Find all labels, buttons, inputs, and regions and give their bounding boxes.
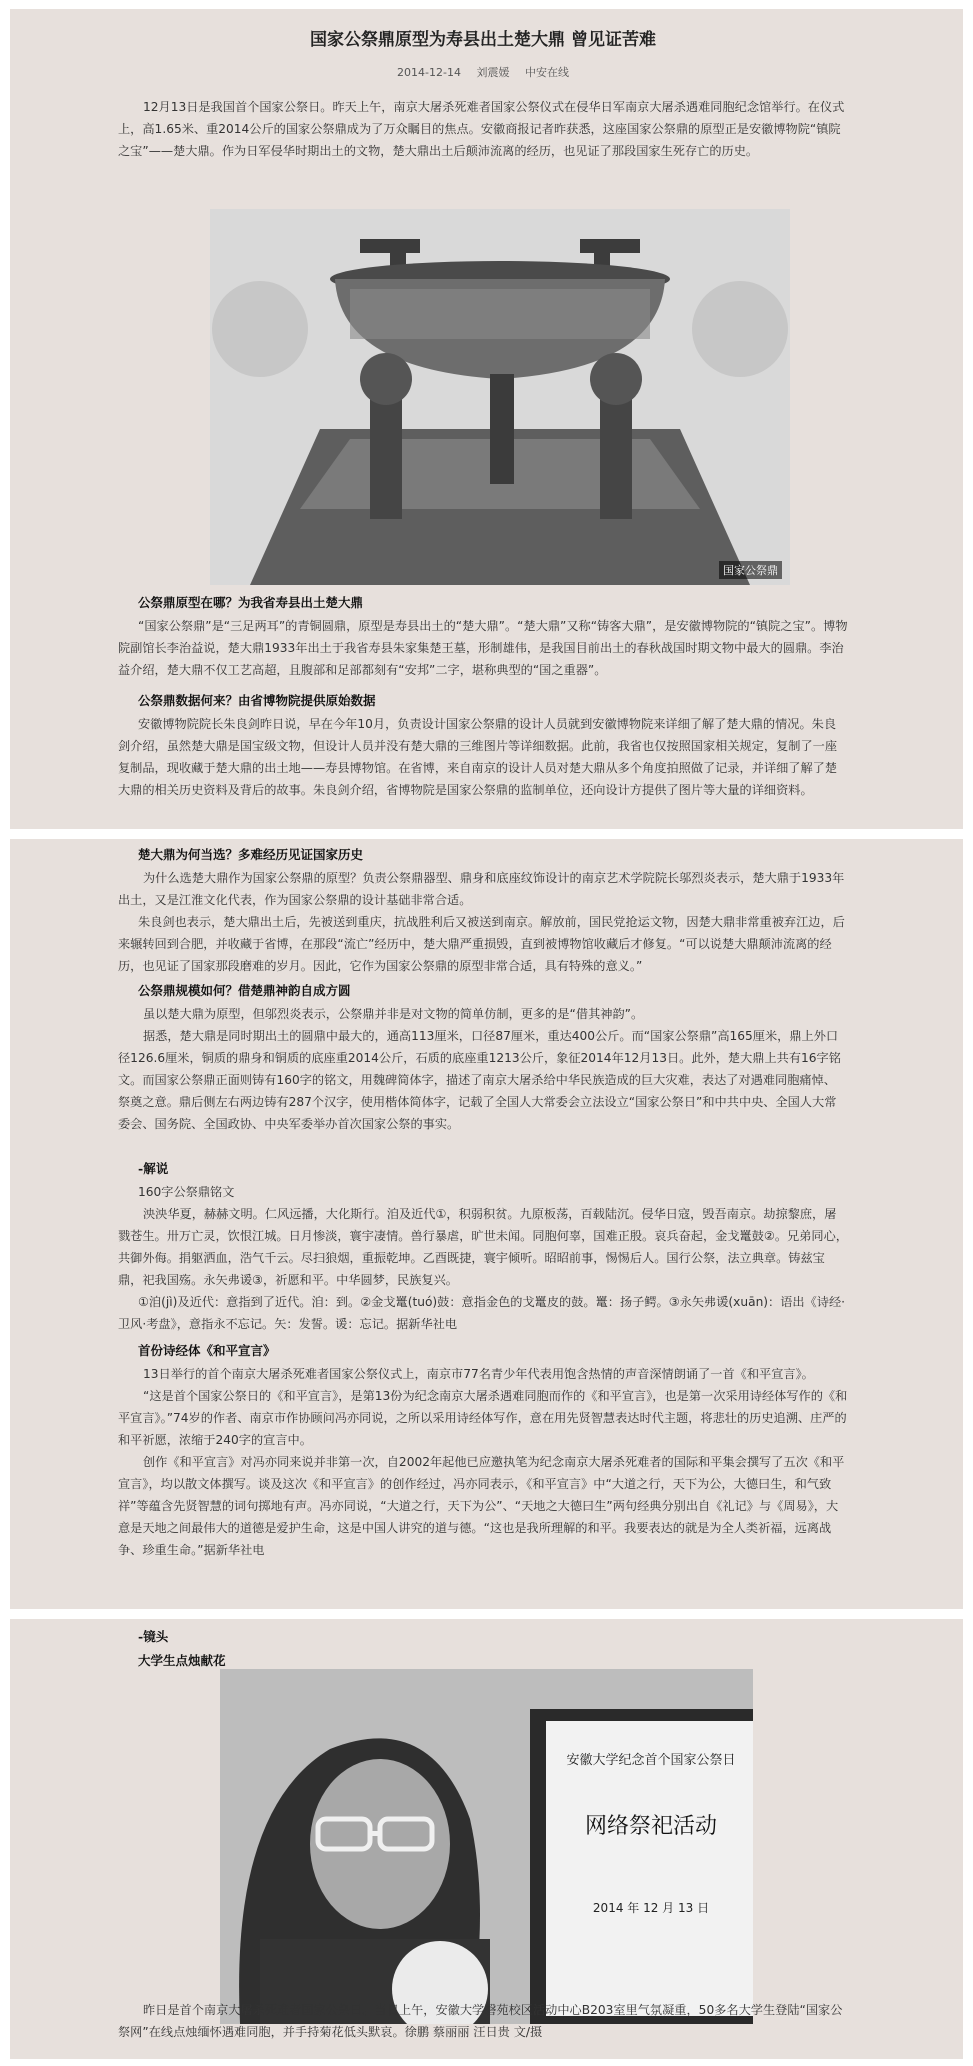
section-4-p1: 虽以楚大鼎为原型，但邬烈炎表示，公祭鼎并非是对文物的简单仿制，更多的是“借其神韵”。 — [143, 1007, 644, 1021]
section-6 — [118, 1339, 848, 1561]
ding-illustration — [210, 209, 790, 585]
sign-line-1: 安徽大学纪念首个国家公祭日 — [566, 1753, 736, 1768]
section-5-label: -解说 — [138, 1161, 169, 1176]
section-5 — [118, 1157, 848, 1335]
article-title: 国家公祭鼎原型为寿县出土楚大鼎 曾见证苦难 — [310, 30, 656, 50]
article-source: 中安在线 — [524, 66, 569, 79]
article-panel-3 — [10, 1619, 963, 2059]
section-7-body-wrap — [118, 1999, 848, 2043]
section-3-heading: 楚大鼎为何当选？多难经历见证国家历史 — [138, 847, 364, 862]
article-panel-2 — [10, 839, 963, 1609]
student-photo — [220, 1669, 753, 2024]
section-6-heading: 首份诗经体《和平宣言》 — [138, 1343, 276, 1358]
intro-paragraph: 12月13日是我国首个国家公祭日。昨天上午，南京大屠杀死难者国家公祭仪式在侵华日军南京大屠杀遇难同胞纪念馆举行。在仪式上，高1.65米、重2014公斤的国家公祭鼎成为了万众瞩目的焦点。安徽商报记者昨获悉，这座国家公祭鼎的原型正是安徽博物院“镇院之宝”——楚大鼎。作为日军侵华时期出土的文物，楚大鼎出土后颠沛流离的经历，也见证了那段国家生死存亡的历史。 — [118, 100, 845, 158]
section-2 — [118, 689, 848, 801]
section-6-p3: 创作《和平宣言》对冯亦同来说并非第一次，自2002年起他已应邀执笔为纪念南京大屠杀死难者的国际和平集会撰写了五次《和平宣言》，均以散文体撰写。谈及这次《和平宣言》的创作经过，冯亦同表示，《和平宣言》中“大道之行，天下为公，大德曰生，和气致祥”等蕴含先贤智慧的词句掷地有声。冯亦同说，“大道之行，天下为公”、“天地之大德曰生”两句经典分别出自《礼记》与《周易》，大意是天地之间最伟大的道德是爱护生命，这是中国人讲究的道与德。“这也是我所理解的和平。我要表达的就是为全人类祈福，远离战争、珍重生命。”据新华社电 — [118, 1455, 845, 1557]
sign-date: 2014 年 12 月 13 日 — [592, 1901, 710, 1915]
section-6-p2: “这是首个国家公祭日的《和平宣言》，是第13份为纪念南京大屠杀遇难同胞而作的《和平宣言》，也是第一次采用诗经体写作的《和平宣言》。”74岁的作者、南京市作协顾问冯亦同说，之所以采用诗经体写作，意在用先贤智慧表达时代主题，将悲壮的历史追溯、庄严的和平祈愿，浓缩于240字的宣言中。 — [118, 1389, 848, 1447]
section-1 — [118, 591, 848, 681]
section-6-p1: 13日举行的首个南京大屠杀死难者国家公祭仪式上，南京市77名青少年代表用饱含热情的声音深情朗诵了一首《和平宣言》。 — [143, 1367, 814, 1381]
section-7-header — [118, 1625, 848, 1673]
sign-line-2: 网络祭祀活动 — [584, 1814, 717, 1839]
section-1-heading: 公祭鼎原型在哪？为我省寿县出土楚大鼎 — [138, 595, 364, 610]
section-2-heading: 公祭鼎数据何来？由省博物院提供原始数据 — [138, 693, 376, 708]
article-date: 2014-12-14 — [397, 66, 461, 79]
section-2-body: 安徽博物院院长朱良剑昨日说，早在今年10月，负责设计国家公祭鼎的设计人员就到安徽博物院来详细了解了楚大鼎的情况。朱良剑介绍，虽然楚大鼎是国宝级文物，但设计人员并没有楚大鼎的三维图片等详细数据。此前，我省也仅按照国家相关规定，复制了一座复制品，现收藏于楚大鼎的出土地——寿县博物馆。在省博，来自南京的设计人员对楚大鼎从多个角度拍照做了记录，并详细了解了楚大鼎的相关历史资料及背后的故事。朱良剑介绍，省博物院是国家公祭鼎的监制单位，还向设计方提供了图片等大量的详细资料。 — [118, 717, 838, 797]
article-header — [118, 25, 848, 80]
section-5-notes: ①洎(jì)及近代：意指到了近代。洎：到。②金戈鼍(tuó)鼓：意指金色的戈鼍皮的鼓。鼍：扬子鳄。③永矢弗谖(xuān)：语出《诗经·卫风·考盘》，意指永不忘记。矢：发誓。谖：忘记。据新华社电 — [118, 1295, 846, 1331]
section-3 — [118, 843, 848, 977]
section-7-label: -镜头 — [138, 1629, 169, 1644]
ding-photo-caption: 国家公祭鼎 — [719, 561, 782, 579]
section-4-heading: 公祭鼎规模如何？借楚鼎神韵自成方圆 — [138, 983, 351, 998]
article-panel-1 — [10, 9, 963, 829]
student-illustration — [220, 1669, 753, 2024]
section-3-p1: 为什么选楚大鼎作为国家公祭鼎的原型？负责公祭鼎器型、鼎身和底座纹饰设计的南京艺术学院院长邬烈炎表示，楚大鼎于1933年出土，又是江淮文化代表，作为国家公祭鼎的设计基础非常合适。 — [118, 871, 845, 907]
article-meta — [118, 64, 848, 80]
section-5-subtitle: 160字公祭鼎铭文 — [138, 1185, 235, 1199]
section-7-body: 昨日是首个南京大屠杀死难者国家公祭日。当日上午，安徽大学磬苑校区活动中心B203室里气氛凝重，50多名大学生登陆“国家公祭网”在线点烛缅怀遇难同胞，并手持菊花低头默哀。徐鹏 蔡丽丽 汪日贵 文/摄 — [118, 2003, 843, 2039]
article-intro — [118, 96, 848, 162]
section-4-p2: 据悉，楚大鼎是同时期出土的圆鼎中最大的，通高113厘米，口径87厘米，重达400公斤。而“国家公祭鼎”高165厘米，鼎上外口径126.6厘米，铜质的鼎身和铜质的底座重2014公斤，石质的底座重1213公斤，象征2014年12月13日。此外，楚大鼎上共有16字铭文。而国家公祭鼎正面则铸有160字的铭文，用魏碑简体字，描述了南京大屠杀给中华民族造成的巨大灾难，表达了对遇难同胞痛悼、祭奠之意。鼎后侧左右两边铸有287个汉字，使用楷体简体字，记载了全国人大常委会立法设立“国家公祭日”和中共中央、全国人大常委会、国务院、全国政协、中央军委举办首次国家公祭的事实。 — [118, 1029, 841, 1131]
section-4 — [118, 979, 848, 1135]
article-author: 刘震媛 — [476, 66, 510, 79]
ding-photo — [210, 209, 790, 585]
section-1-body: “国家公祭鼎”是“三足两耳”的青铜圆鼎，原型是寿县出土的“楚大鼎”。“楚大鼎”又称“铸客大鼎”，是安徽博物院的“镇院之宝”。博物院副馆长李治益说，楚大鼎1933年出土于我省寿县朱家集楚王墓，形制雄伟，是我国目前出土的春秋战国时期文物中最大的圆鼎。李治益介绍，楚大鼎不仅工艺高超，且腹部和足部都刻有“安邦”二字，堪称典型的“国之重器”。 — [118, 619, 848, 677]
section-3-p2: 朱良剑也表示，楚大鼎出土后，先被送到重庆，抗战胜利后又被送到南京。解放前，国民党抢运文物，因楚大鼎非常重被弃江边，后来辗转回到合肥，并收藏于省博，在那段“流亡”经历中，楚大鼎严重损毁，直到被博物馆收藏后才修复。“可以说楚大鼎颠沛流离的经历，也见证了国家那段磨难的岁月。因此，它作为国家公祭鼎的原型非常合适，具有特殊的意义。” — [118, 915, 845, 973]
section-5-inscription: 泱泱华夏，赫赫文明。仁风远播，大化斯行。洎及近代①，积弱积贫。九原板荡，百载陆沉。侵华日寇，毁吾南京。劫掠黎庶，屠戮苍生。卅万亡灵，饮恨江城。日月惨淡，寰宇凄情。兽行暴虐，旷世未闻。同胞何辜，国难正殷。哀兵奋起，金戈鼍鼓②。兄弟同心，共御外侮。捐躯洒血，浩气千云。尽扫狼烟，重振乾坤。乙酉既捷，寰宇倾听。昭昭前事，惕惕后人。国行公祭，法立典章。铸兹宝鼎，祀我国殇。永矢弗谖③，祈愿和平。中华圆梦，民族复兴。 — [118, 1207, 848, 1287]
section-7-heading: 大学生点烛献花 — [138, 1653, 226, 1668]
